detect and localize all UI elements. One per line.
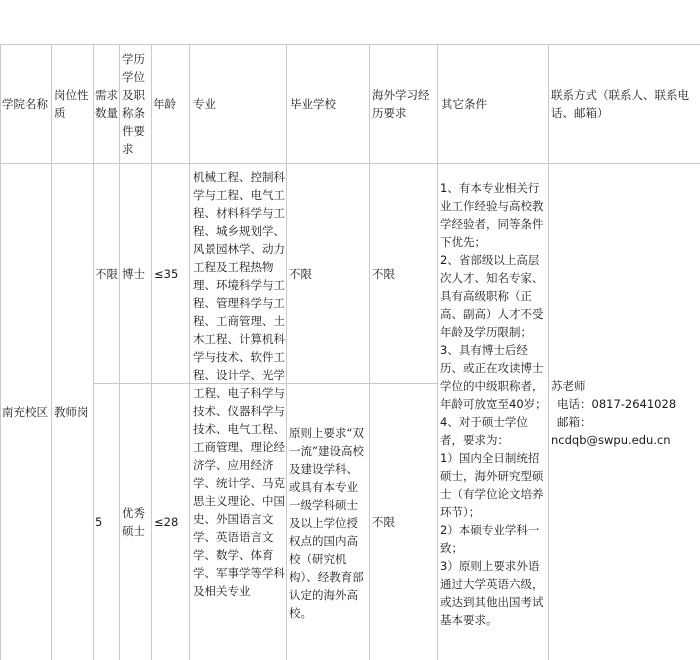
header-major: 专业	[193, 97, 216, 111]
header-age: 年龄	[153, 97, 176, 111]
major-list: 机械工程、控制科学与工程、电气工程、材料科学与工程、城乡规划学、风景园林学、动力工程及工程热物理、环境科学与工程、管理科学与工程、工商管理、土木工程、计算机科学与技术、软件工程、设计学、光学工程、电子科学与技术、仪器科学与技术、电气工程、工商管理、理论经济学、应用经济学、统计学、马克思主义理论、中国史、外国语言文学、英语语言文学、数学、体育学、军事学等学科及相关专业	[193, 170, 285, 598]
header-quantity: 需求数量	[95, 88, 118, 120]
row2-quantity: 5	[95, 515, 103, 529]
col-border-3	[119, 44, 120, 660]
college-name: 南充校区	[2, 405, 48, 419]
col-border-1	[51, 44, 52, 660]
header-bottom-border	[0, 163, 700, 164]
row1-school: 不限	[289, 267, 312, 281]
col-border-6	[286, 44, 287, 660]
row1-overseas: 不限	[372, 267, 395, 281]
contact-name: 苏老师	[551, 379, 586, 393]
table-top-border	[0, 44, 700, 45]
col-border-5	[189, 44, 190, 660]
row2-age: ≤28	[154, 515, 179, 529]
header-other: 其它条件	[441, 97, 487, 111]
col-border-7	[369, 44, 370, 660]
header-college: 学院名称	[2, 97, 48, 111]
row-divider-middle	[286, 383, 437, 384]
contact-phone: 电话：0817-2641028	[557, 397, 677, 411]
col-border-4	[151, 44, 152, 660]
other-conditions: 1、有本专业相关行业工作经验与高校教学经验者，同等条件下优先； 2、省部级以上高层次人才、知名专家、具有高级职称（正高、副高）人才不受年龄及学历限制； 3、具有博士后经历、或正在攻读博士学位的中级职称者，年龄可放宽至40岁； 4、对于硕士学位者，要求为： 1）国内全日制统招硕士，海外研究型硕士（有学位论文培养环节）； 2）本硕专业学科一致； 3）原则上要求外语通过大学英语六级，或达到其他出国考试基本要求。	[440, 181, 547, 627]
contact-email: ncdqb@swpu.edu.cn	[551, 433, 671, 447]
header-post-type: 岗位性质	[54, 88, 89, 120]
col-border-9	[548, 44, 549, 660]
col-border-0	[0, 44, 1, 660]
row2-degree: 优秀硕士	[122, 506, 145, 538]
header-contact: 联系方式（联系人、联系电话、邮箱）	[551, 88, 689, 120]
post-type: 教师岗	[54, 405, 89, 419]
header-degree: 学历学位及职称条件要求	[122, 52, 145, 156]
contact-email-label: 邮箱：	[557, 415, 592, 429]
header-overseas: 海外学习经历要求	[372, 88, 430, 120]
col-border-8	[437, 44, 438, 660]
col-border-2	[93, 44, 94, 660]
row2-overseas: 不限	[372, 515, 395, 529]
header-school: 毕业学校	[290, 97, 336, 111]
row1-age: ≤35	[154, 267, 179, 281]
row1-quantity: 不限	[95, 267, 118, 281]
row2-school: 原则上要求“双一流”建设高校及建设学科、或具有本专业一级学科硕士及以上学位授权点的国内高校（研究机构）、经教育部认定的海外高校。	[289, 426, 364, 620]
row1-degree: 博士	[122, 267, 145, 281]
